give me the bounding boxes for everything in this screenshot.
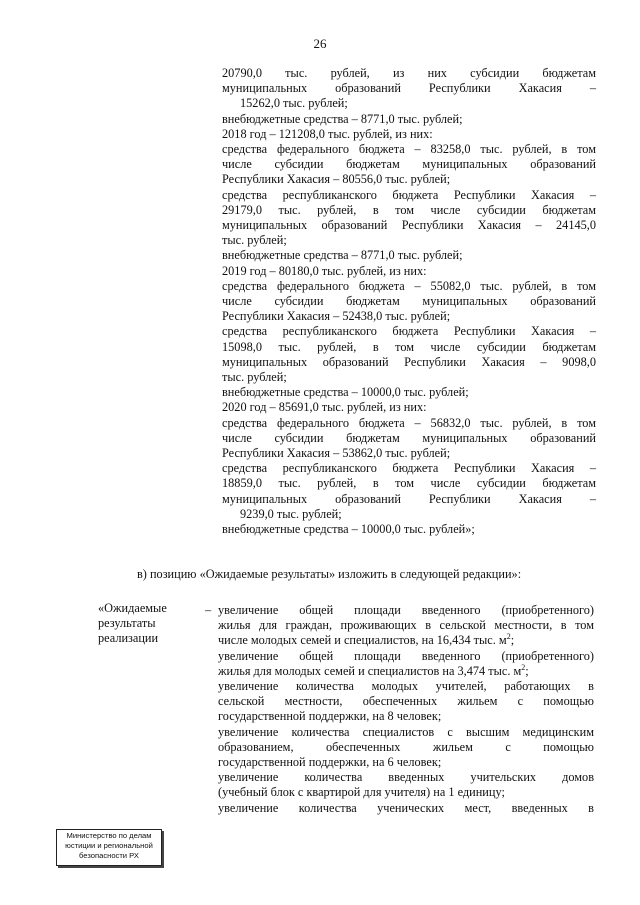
funding-line [222,142,596,157]
funding-line [222,279,596,294]
funding-line [222,172,596,187]
funding-line-text: внебюджетные средства – 8771,0 тыс. рублей; [222,111,463,126]
result-line [218,785,594,800]
label-dash: – [205,603,212,617]
stamp-line: юстиции и региональной [65,841,153,850]
result-line-text: жилья для граждан, проживающих в сельской местности, в том [218,618,594,633]
label-line: реализации [98,631,159,646]
funding-line-text: 15262,0 тыс. рублей; [240,96,348,111]
funding-line-text: 2019 год – 80180,0 тыс. рублей, из них: [222,263,427,278]
result-line [218,633,594,648]
funding-line [222,431,596,446]
funding-line-text: средства федерального бюджета – 83258,0 тыс. рублей, в том [222,142,596,157]
position-label [98,601,198,647]
result-line [218,618,594,633]
result-line [218,603,594,618]
line-suffix: ; [525,663,529,678]
funding-line-text: Республики Хакасия – 80556,0 тыс. рублей; [222,172,451,187]
funding-line-text: 9239,0 тыс. рублей; [240,506,342,521]
result-line-text: жилья для молодых семей и специалистов на 3,474 тыс. м [218,663,522,678]
result-line-text: образованием, обеспеченных жильем с помощью [218,739,594,754]
result-line-text: государственной поддержки, на 6 человек; [218,755,442,770]
funding-line-text: Республики Хакасия – 52438,0 тыс. рублей; [222,309,451,324]
funding-line-text: муниципальных образований Республики Хакасия – [222,81,596,96]
result-line [218,801,594,816]
result-line [218,679,594,694]
page-number: 26 [313,36,327,51]
funding-line [222,127,596,142]
funding-line [222,112,596,127]
funding-line-text: внебюджетные средства – 10000,0 тыс. рублей; [222,385,469,400]
label-line: результаты [98,616,156,631]
result-line [218,664,594,679]
funding-line [222,203,596,218]
funding-line-text: числе субсидии бюджетам муниципальных образований [222,430,596,445]
funding-line-text: средства республиканского бюджета Республики Хакасия – [222,461,596,476]
funding-line-text: 29179,0 тыс. рублей, в том числе субсидии бюджетам [222,202,596,217]
funding-line-text: 2018 год – 121208,0 тыс. рублей, из них: [222,126,433,141]
funding-line [222,476,596,491]
result-line [218,755,594,770]
funding-line [222,416,596,431]
result-line [218,709,594,724]
funding-line-text: внебюджетные средства – 8771,0 тыс. рублей; [222,248,463,263]
funding-line [222,385,596,400]
funding-line [222,324,596,339]
funding-line [222,157,596,172]
funding-line-text: 20790,0 тыс. рублей, из них субсидии бюджетам [222,66,596,80]
superscript: 2 [506,632,511,642]
result-line [218,770,594,785]
result-line [218,649,594,664]
stamp-line: безопасности РХ [79,851,139,860]
funding-line-text: 2020 год – 85691,0 тыс. рублей, из них: [222,400,427,415]
funding-line [222,248,596,263]
funding-line [222,81,596,96]
result-line-text: увеличение общей площади введенного (приобретенного) [218,603,594,617]
ministry-stamp [56,829,162,866]
funding-line-text: тыс. рублей; [222,370,287,385]
result-line-text: увеличение количества ученических мест, введенных в [218,800,594,815]
funding-line [222,188,596,203]
funding-line-text: числе субсидии бюджетам муниципальных образований [222,157,596,172]
result-line-text: увеличение количества специалистов с высшим медицинским [218,724,594,739]
funding-line [222,370,596,385]
funding-line-text: средства федерального бюджета – 55082,0 тыс. рублей, в том [222,278,596,293]
funding-line-text: Республики Хакасия – 53862,0 тыс. рублей; [222,446,451,461]
funding-line [222,264,596,279]
result-line-text: государственной поддержки, на 8 человек; [218,709,442,724]
funding-line [222,446,596,461]
stamp-line: Министерство по делам [66,831,152,840]
funding-line-text: внебюджетные средства – 10000,0 тыс. рублей»; [222,522,475,537]
line-suffix: ; [510,633,515,648]
result-line [218,740,594,755]
funding-line-text: средства республиканского бюджета Республики Хакасия – [222,324,596,339]
funding-line [222,309,596,324]
funding-line-text: средства республиканского бюджета Республики Хакасия – [222,187,596,202]
funding-line [222,66,596,81]
funding-line [222,218,596,233]
funding-line [222,461,596,476]
funding-line [222,507,596,522]
funding-line-text: средства федерального бюджета – 56832,0 тыс. рублей, в том [222,415,596,430]
funding-line [222,492,596,507]
funding-line-text: числе субсидии бюджетам муниципальных образований [222,294,596,309]
superscript: 2 [521,662,526,672]
funding-line [222,96,596,111]
funding-line-text: муниципальных образований Республики Хакасия – 24145,0 [222,218,596,233]
expected-results-block [218,603,594,816]
funding-line-text: муниципальных образований Республики Хакасия – 9098,0 [222,354,596,369]
funding-line [222,233,596,248]
funding-line-text: 18859,0 тыс. рублей, в том числе субсидии бюджетам [222,476,596,491]
result-line-text: увеличение количества молодых учителей, работающих в [218,679,594,694]
funding-line [222,340,596,355]
funding-text-block [222,66,596,537]
result-line-text: увеличение общей площади введенного (приобретенного) [218,648,594,663]
funding-line [222,355,596,370]
funding-line [222,294,596,309]
result-line-text: сельской местности, обеспеченных жильем с помощью [218,694,594,709]
funding-line [222,400,596,415]
funding-line-text: 15098,0 тыс. рублей, в том числе субсидии бюджетам [222,339,596,354]
funding-line [222,522,596,537]
result-line-text: увеличение количества введенных учительских домов [218,770,594,785]
result-line [218,725,594,740]
result-line-text: числе молодых семей и специалистов, на 16,434 тыс. м [218,633,507,648]
intro-paragraph: в) позицию «Ожидаемые результаты» изложить в следующей редакции»: [137,567,522,581]
result-line-text: (учебный блок с квартирой для учителя) на 1 единицу; [218,785,505,800]
result-line [218,694,594,709]
funding-line-text: тыс. рублей; [222,233,287,248]
funding-line-text: муниципальных образований Республики Хакасия – [222,491,596,506]
label-line: «Ожидаемые [98,601,167,615]
